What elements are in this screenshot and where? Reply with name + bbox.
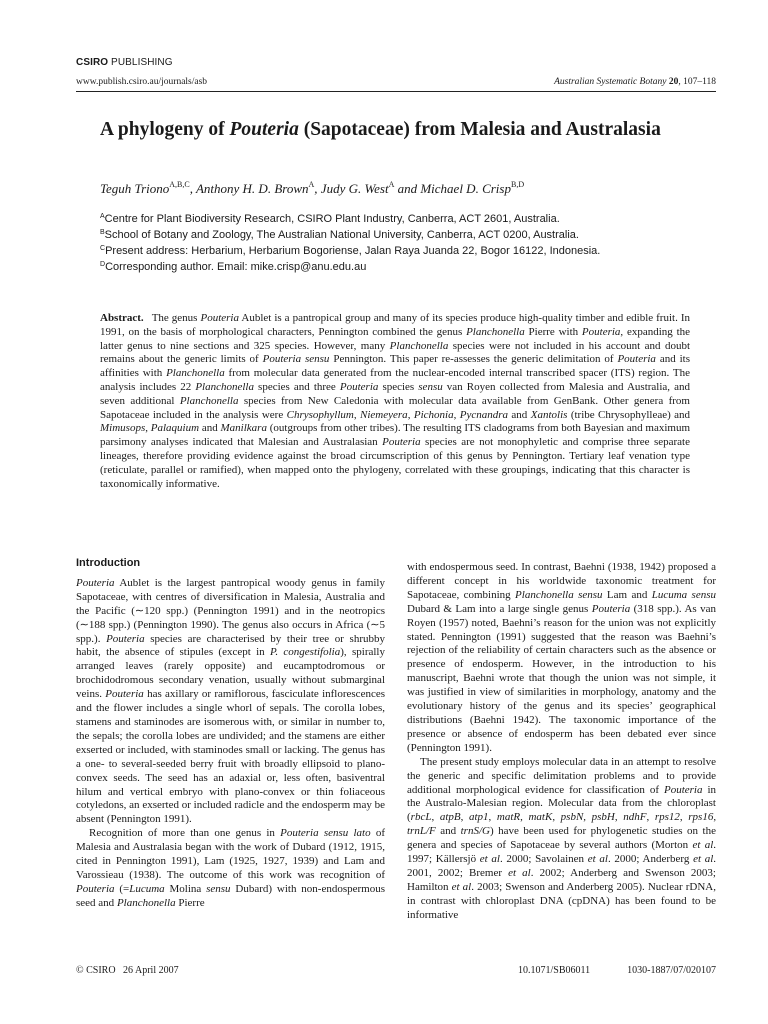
paragraph: The present study employs molecular data in an attempt to resolve the generic and specific delimitation problems and to provide additional morphological evidence for classification of Pouteria in the Australo-Malesian region. Molecular data from the chloroplast (rbcL, atpB, atp1, matR, matK, psbN, psbH, ndhF, rps12, rps16, trnL/F and trnS/G) have been used for phylogenetic studies on the genera and species of Sapotaceae by several authors (Morton et al. 1997; Källersjö et al. 2000; Savolainen et al. 2000; Anderberg et al. 2001, 2002; Bremer et al. 2002; Anderberg and Swenson 2003; Hamilton et al. 2003; Swenson and Anderberg 2005). Nuclear rDNA, in contrast with chloroplast DNA (cpDNA) has been found to be informative bbox=[407, 755, 717, 921]
author: Judy G. West$^A$ and bbox=[320, 180, 421, 196]
affiliation: $^B$School of Botany and Zoology, The Australian National University, Canberra, ACT 0200, Australia. bbox=[100, 229, 579, 241]
abstract-text: The genus Pouteria Aublet is a pantropical group and many of its species produce high-quality timber and edible fruit. In 1991, on the basis of morphological characters, Pennington combined the genus Planchonella Pierre with Pouteria, expanding the latter genus to nine sections and 325 species. However, many Planchonella species were not included in his account and doubt remains about the generic limits of Pouteria sensu Pennington. This paper re-assesses the generic delimitation of Pouteria and its affinities with Planchonella from molecular data generated from the nuclear-encoded internal transcribed spacer (ITS) region. The analysis includes 22 Planchonella species and three Pouteria species sensu van Royen collected from Malesia and Australia, and seven additional Planchonella species from New Caledonia with molecular data available from GenBank. Other genera from Sapotaceae included in the analysis were Chrysophyllum, Niemeyera, Pichonia, Pycnandra and Xantolis (tribe Chrysophylleae) and Mimusops, Palaquium and Manilkara (outgroups from other tribes). The resulting ITS cladograms from both Bayesian and maximum parsimony analyses indicated that Malesian and Australasian Pouteria species are not monophyletic and comprise three separate lineages, therefore providing evidence against the broad circumscription of this genus by Pennington. Tertiary leaf venation type (reticulate, parallel or ramified), when mapped onto the phylogeny, correlated with these groupings, indicating that this character is taxonomically informative. bbox=[100, 312, 691, 490]
author: Michael D. Crisp$^{B,D}$ bbox=[420, 180, 525, 196]
header-rule bbox=[76, 91, 716, 92]
abstract-label: Abstract. bbox=[100, 312, 144, 324]
paragraph: with endospermous seed. In contrast, Baehni (1938, 1942) proposed a different concept in his worldwide taxonomic treatment for Sapotaceae, combining Planchonella sensu Lam and Lucuma sensu Dubard & Lam into a large single genus Pouteria (318 spp.). As van Royen (1957) noted, Baehni’s reason for the union was not explicitly stated. Pennington (1991) suggested that the reason was Baehni’s rejection of the reliability of certain characters such as the absence or presence of endosperm. However, in the introduction to his manuscript, Baehni wrote that though the union was not simple, it was justified in view of similarities in morphology, anatomy and the evolutionary history of the genus and its species’ geographical distributions (Baehni 1942). The taxonomic importance of the presence or absence of endosperm has been debated ever since (Pennington 1991). bbox=[407, 561, 716, 754]
author-list bbox=[100, 180, 524, 197]
footer-copyright: © CSIRO 26 April 2007 bbox=[76, 965, 179, 976]
footer-issn: 1030-1887/07/020107 bbox=[627, 965, 716, 976]
section-heading: Introduction bbox=[76, 557, 141, 569]
left-column bbox=[76, 557, 385, 911]
author: Teguh Triono$^{A,B,C}$, bbox=[100, 180, 196, 196]
publisher-name: CSIRO PUBLISHING bbox=[76, 57, 173, 68]
paragraph: Recognition of more than one genus in Pouteria sensu lato of Malesia and Australasia began with the work of Dubard (1912, 1915, cited in Pennington 1991), Lam (1925, 1927, 1939) and Lam and Varossieau (1938). The outcome of this work was recognition of Pouteria (=Lucuma Molina sensu Dubard) with non-endospermous seed and Planchonella Pierre bbox=[76, 827, 385, 909]
paragraph: Pouteria Aublet is the largest pantropical woody genus in family Sapotaceae, with centres of diversification in Malesia, Australia and the Pacific (∼120 spp.) (Pennington 1991) and in the neotropics (∼188 spp.) (Pennington 1990). The genus also occurs in Africa (∼5 spp.). Pouteria species are characterised by their tree or shrubby habit, the absence of stipules (except in P. congestifolia), spirally arranged leaves (rarely opposite) and eucamptodromous or brochidodromous secondary venation, usually without submarginal veins. Pouteria has axillary or ramiflorous, fasciculate inflorescences and the flower includes a single whorl of sepals. The corolla lobes, stamens and staminodes are isomerous with, or similar in number to, the sepals; the corolla lobes are undivided; and the stamens are either exserted or included, with staminodes small or lacking. The genus has a one- to several-seeded berry fruit with broadly ellipsoid to plano-convex seeds. The seed has an adaxial or, less often, basiventral hilum and vertical embryo with plano-convex or thin foliaceous cotyledons, an exserted or included radicle and the endosperm may be absent (Pennington 1991). bbox=[76, 576, 385, 826]
abstract bbox=[100, 312, 690, 491]
paper-title: A phylogeny of Pouteria (Sapotaceae) from Malesia and Australasia bbox=[100, 119, 661, 140]
author: Anthony H. D. Brown$^A$, bbox=[195, 180, 321, 196]
footer-doi[interactable]: 10.1071/SB06011 bbox=[518, 965, 591, 976]
affiliation: $^C$Present address: Herbarium, Herbarium Bogoriense, Jalan Raya Juanda 22, Bogor 16122, Indonesia. bbox=[100, 245, 601, 257]
affiliation: $^D$Corresponding author. Email: mike.crisp@anu.edu.au bbox=[100, 261, 367, 273]
right-column bbox=[407, 561, 716, 923]
journal-citation: Australian Systematic Botany 20, 107–118 bbox=[554, 77, 716, 87]
journal-url[interactable]: www.publish.csiro.au/journals/asb bbox=[76, 77, 208, 87]
affiliation: $^A$Centre for Plant Biodiversity Research, CSIRO Plant Industry, Canberra, ACT 2601, Australia. bbox=[100, 213, 560, 225]
